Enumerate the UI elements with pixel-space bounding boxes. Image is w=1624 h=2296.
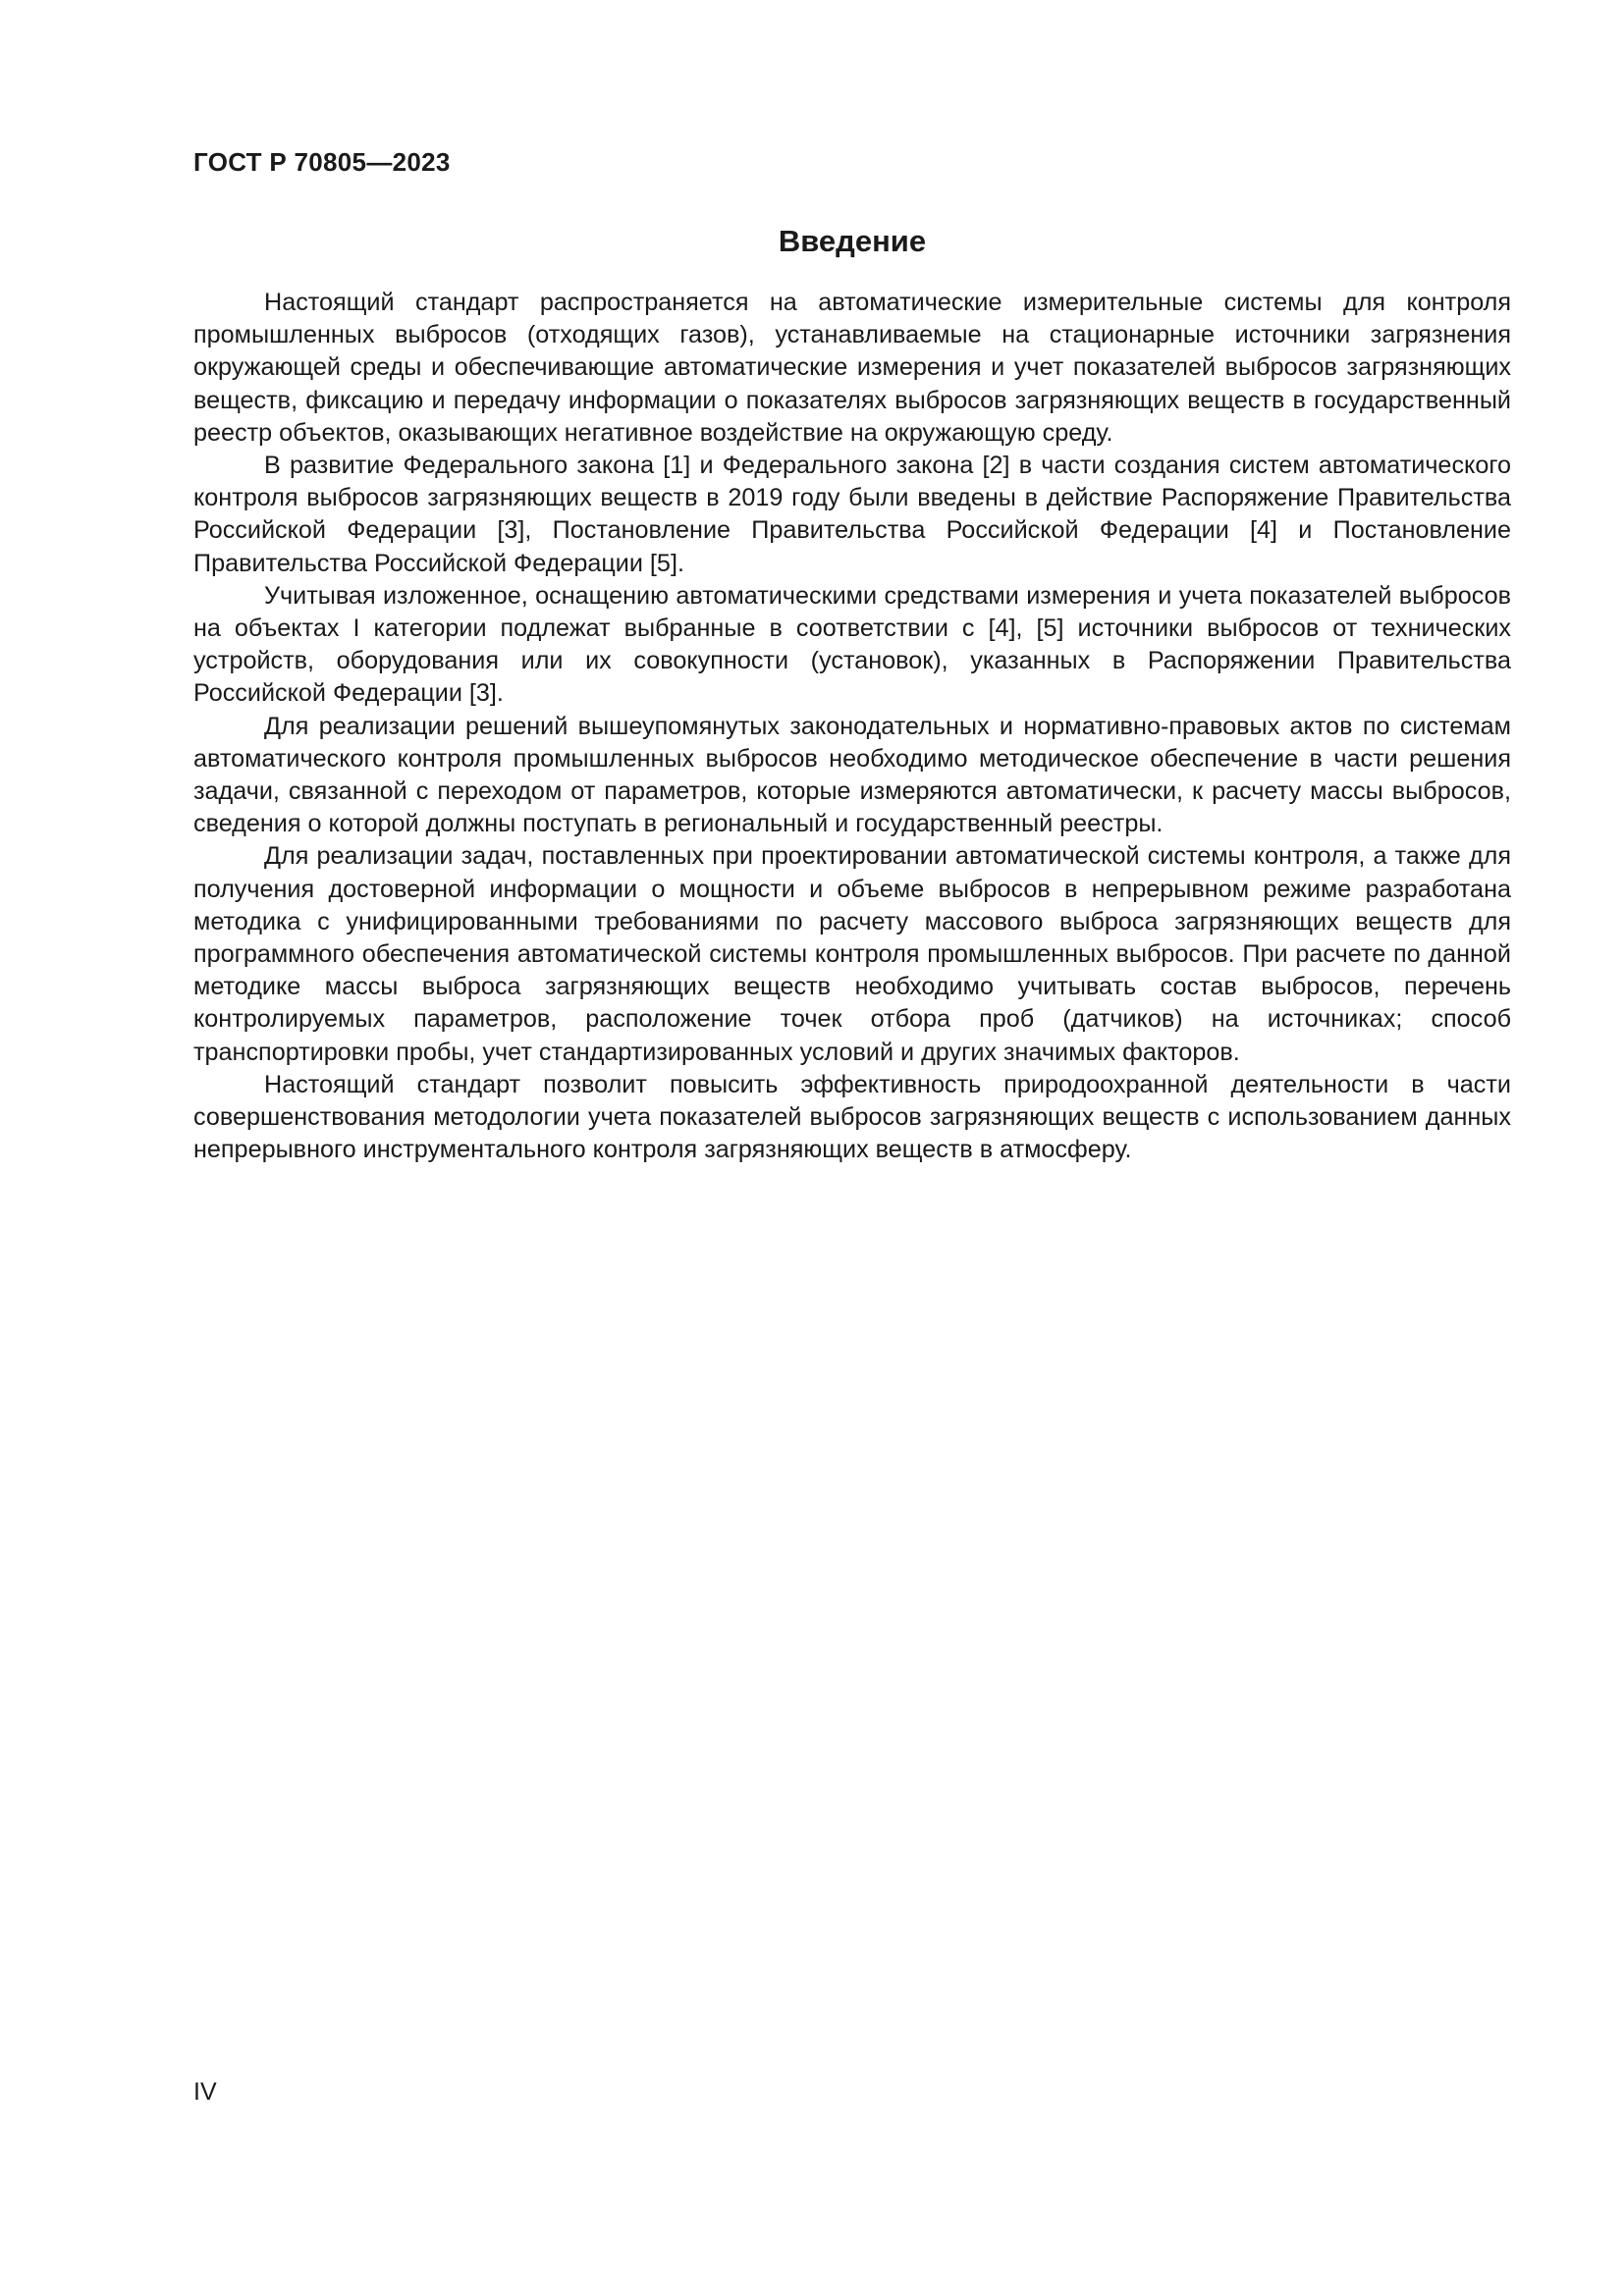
paragraph: В развитие Федерального закона [1] и Федерального закона [2] в части создания систем автоматического контроля выбросов загрязняющих веществ в 2019 году были введены в действие Распоряжение Правительства Российской Федерации [3], Постановление Правительства Российской Федерации [4] и Постановление Правительства Российской Федерации [5]. [193,452,1511,577]
document-header-id: ГОСТ Р 70805—2023 [193,147,451,177]
paragraph: Для реализации задач, поставленных при проектировании автоматической системы контроля, а также для получения достоверной информации о мощности и объеме выбросов в непрерывном режиме разработана методика с унифицированными требованиями по расчету массового выброса загрязняющих веществ для программного обеспечения автоматической системы контроля промышленных выбросов. При расчете по данной методике массы выброса загрязняющих веществ необходимо учитывать состав выбросов, перечень контролируемых параметров, расположение точек отбора проб (датчиков) на источниках; способ транспортировки пробы, учет стандартизированных условий и других значимых факторов. [193,842,1511,1066]
paragraph: Настоящий стандарт позволит повысить эффективность природоохранной деятельности в части совершенствования методологии учета показателей выбросов загрязняющих веществ с использованием данных непрерывного инструментального контроля загрязняющих веществ в атмосферу. [193,1070,1511,1164]
section-title: Введение [778,224,927,258]
page-number: IV [193,2078,217,2106]
introduction-body [193,287,1511,1166]
paragraph: Учитывая изложенное, оснащению автоматическими средствами измерения и учета показателей выбросов на объектах I категории подлежат выбранные в соответствии с [4], [5] источники выбросов от технических устройств, оборудования или их совокупности (установок), указанных в Распоряжении Правительства Российской Федерации [3]. [193,581,1511,708]
paragraph: Настоящий стандарт распространяется на автоматические измерительные системы для контроля промышленных выбросов (отходящих газов), устанавливаемые на стационарные источники загрязнения окружающей среды и обеспечивающие автоматические измерения и учет показателей выбросов загрязняющих веществ, фиксацию и передачу информации о показателях выбросов загрязняющих веществ в государственный реестр объектов, оказывающих негативное воздействие на окружающую среду. [193,289,1511,447]
paragraph: Для реализации решений вышеупомянутых законодательных и нормативно-правовых актов по системам автоматического контроля промышленных выбросов необходимо методическое обеспечение в части решения задачи, связанной с переходом от параметров, которые измеряются автоматически, к расчету массы выбросов, сведения о которой должны поступать в региональный и государственный реестры. [193,712,1511,838]
